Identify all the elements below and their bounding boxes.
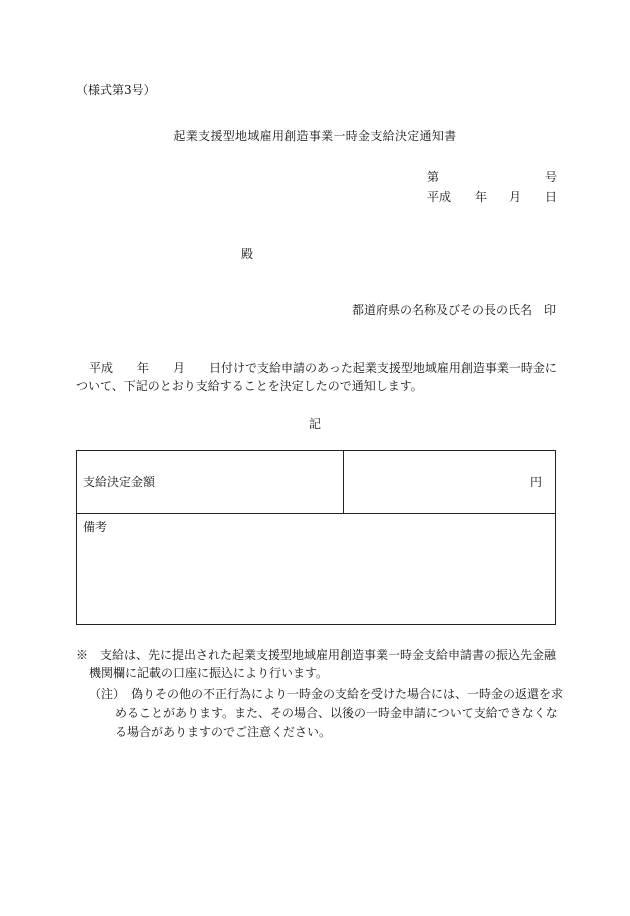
ki-heading: 記 — [308, 417, 321, 431]
remarks-label: 備考 — [83, 520, 108, 534]
note-line-5: る場合がありますのでご注意ください。 — [115, 725, 332, 739]
date-day: 日 — [545, 190, 558, 204]
date-year: 年 — [475, 190, 488, 204]
decision-table — [76, 450, 556, 625]
form-number: （様式第3号） — [76, 83, 156, 97]
date-era: 平成 — [427, 190, 452, 204]
document-title: 起業支援型地域雇用創造事業一時金支給決定通知書 — [173, 129, 457, 143]
column-divider — [343, 451, 344, 513]
note-line-1: ※ 支給は、先に提出された起業支援型地域雇用創造事業一時金支給申請書の振込先金融 — [76, 648, 557, 662]
addressee-suffix: 殿 — [241, 247, 254, 261]
sender-line: 都道府県の名称及びその長の氏名 印 — [351, 303, 556, 317]
amount-row — [77, 451, 555, 514]
doc-number-prefix: 第 — [427, 170, 440, 184]
note-line-2: 機関欄に記載の口座に振込により行います。 — [89, 666, 329, 680]
note-line-4: めることがあります。また、その場合、以後の一時金申請について支給できなくな — [115, 706, 558, 720]
amount-label: 支給決定金額 — [83, 475, 156, 489]
date-month: 月 — [509, 190, 522, 204]
note-line-3: （注） 偽りその他の不正行為により一時金の支給を受けた場合には、一時金の返還を求 — [89, 687, 564, 701]
body-text-line-2: ついて、下記のとおり支給することを決定したので通知します。 — [76, 379, 423, 393]
body-text-line-1: 平成 年 月 日付けで支給申請のあった起業支援型地域雇用創造事業一時金に — [89, 361, 557, 375]
doc-number-suffix: 号 — [545, 170, 558, 184]
amount-unit: 円 — [530, 475, 543, 489]
